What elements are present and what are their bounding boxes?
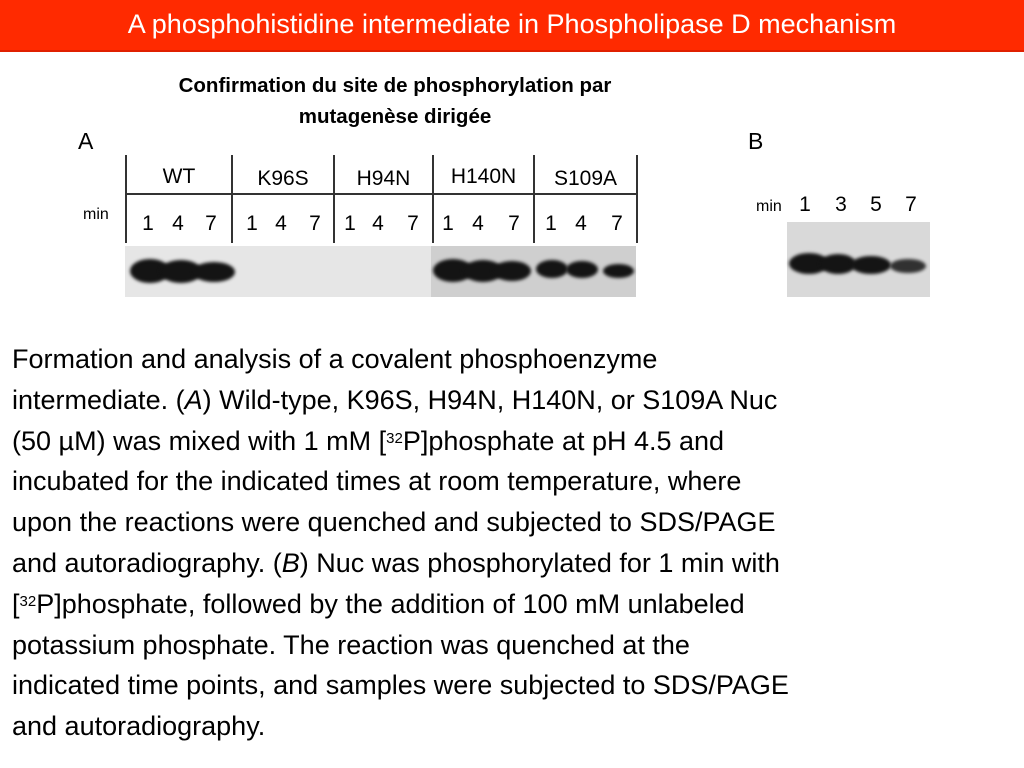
lane-group-label-h94n: H94N: [356, 167, 411, 190]
time-tick: 4: [172, 212, 184, 235]
panel-b-min-label: min: [756, 198, 782, 215]
gel-band: [193, 262, 235, 282]
time-tick: 4: [372, 212, 384, 235]
caption-line: [12, 502, 1012, 543]
caption-line: [12, 706, 1012, 747]
frame-line: [125, 193, 638, 195]
caption-line: [12, 584, 1012, 625]
time-tick: 1: [246, 212, 258, 235]
isotope-superscript: 32: [386, 429, 403, 447]
time-tick: 7: [905, 193, 917, 216]
caption-text: indicated time points, and samples were subjected to SDS/PAGE: [12, 670, 789, 701]
time-tick: 4: [472, 212, 484, 235]
panel-a-label: A: [78, 128, 94, 154]
caption-text: potassium phosphate. The reaction was quenched at the: [12, 629, 690, 660]
time-tick: 7: [407, 212, 419, 235]
lane-group-label-wt: WT: [162, 165, 196, 188]
time-tick: 7: [611, 212, 623, 235]
caption-text: P]phosphate at pH 4.5 and: [402, 425, 725, 456]
caption-text: and autoradiography. (: [12, 547, 282, 578]
caption-panel-ref: B: [281, 547, 300, 578]
time-tick: 7: [508, 212, 520, 235]
time-tick: 1: [545, 212, 557, 235]
caption-text: [: [12, 588, 20, 619]
lane-group-label-h140n: H140N: [450, 165, 517, 188]
panel-a-min-label: min: [83, 206, 109, 223]
isotope-superscript: 32: [19, 592, 37, 610]
time-tick: 5: [870, 193, 882, 216]
caption-panel-ref: A: [184, 384, 203, 415]
gel-band: [566, 261, 598, 278]
gel-band: [493, 261, 531, 281]
caption-line: [12, 625, 1012, 666]
time-tick: 3: [835, 193, 847, 216]
caption-text: Formation and analysis of a covalent phosphoenzyme: [12, 344, 658, 374]
time-tick: 1: [799, 193, 811, 216]
figure-subtitle: [60, 70, 730, 132]
caption-text: incubated for the indicated times at room temperature, where: [12, 466, 742, 497]
figure-caption: [12, 339, 1012, 747]
caption-line: [12, 380, 1012, 421]
caption-text: P]phosphate, followed by the addition of 100 mM unlabeled: [36, 588, 745, 619]
caption-line: [12, 339, 1012, 380]
time-tick: 4: [275, 212, 287, 235]
gel-band: [851, 256, 891, 274]
gel-band: [603, 264, 634, 278]
time-tick: 7: [205, 212, 217, 235]
caption-text: upon the reactions were quenched and subjected to SDS/PAGE: [12, 507, 776, 538]
panel-b-label: B: [748, 128, 764, 154]
slide-title: A phosphohistidine intermediate in Phospholipase D mechanism: [127, 9, 897, 39]
subtitle-line-1: Confirmation du site de phosphorylation par: [178, 74, 612, 97]
frame-line: [636, 155, 638, 243]
caption-line: [12, 665, 1012, 706]
title-bar: [0, 0, 1024, 52]
time-tick: 7: [309, 212, 321, 235]
subtitle-line-2: mutagenèse dirigée: [298, 105, 492, 128]
caption-text: ) Nuc was phosphorylated for 1 min with: [299, 547, 780, 578]
time-tick: 1: [142, 212, 154, 235]
gel-band: [890, 259, 926, 273]
caption-text: and autoradiography.: [12, 711, 266, 742]
caption-line: [12, 543, 1012, 584]
caption-line: [12, 421, 1012, 462]
time-tick: 1: [442, 212, 454, 235]
caption-text: (50 µM) was mixed with 1 mM [: [12, 425, 387, 456]
lane-group-label-s109a: S109A: [553, 167, 618, 190]
gel-band: [536, 260, 568, 278]
time-tick: 1: [344, 212, 356, 235]
time-tick: 4: [575, 212, 587, 235]
caption-text: intermediate. (: [12, 384, 185, 415]
caption-text: ) Wild-type, K96S, H94N, H140N, or S109A Nuc: [202, 384, 778, 415]
lane-group-label-k96s: K96S: [257, 167, 309, 190]
caption-line: [12, 461, 1012, 502]
